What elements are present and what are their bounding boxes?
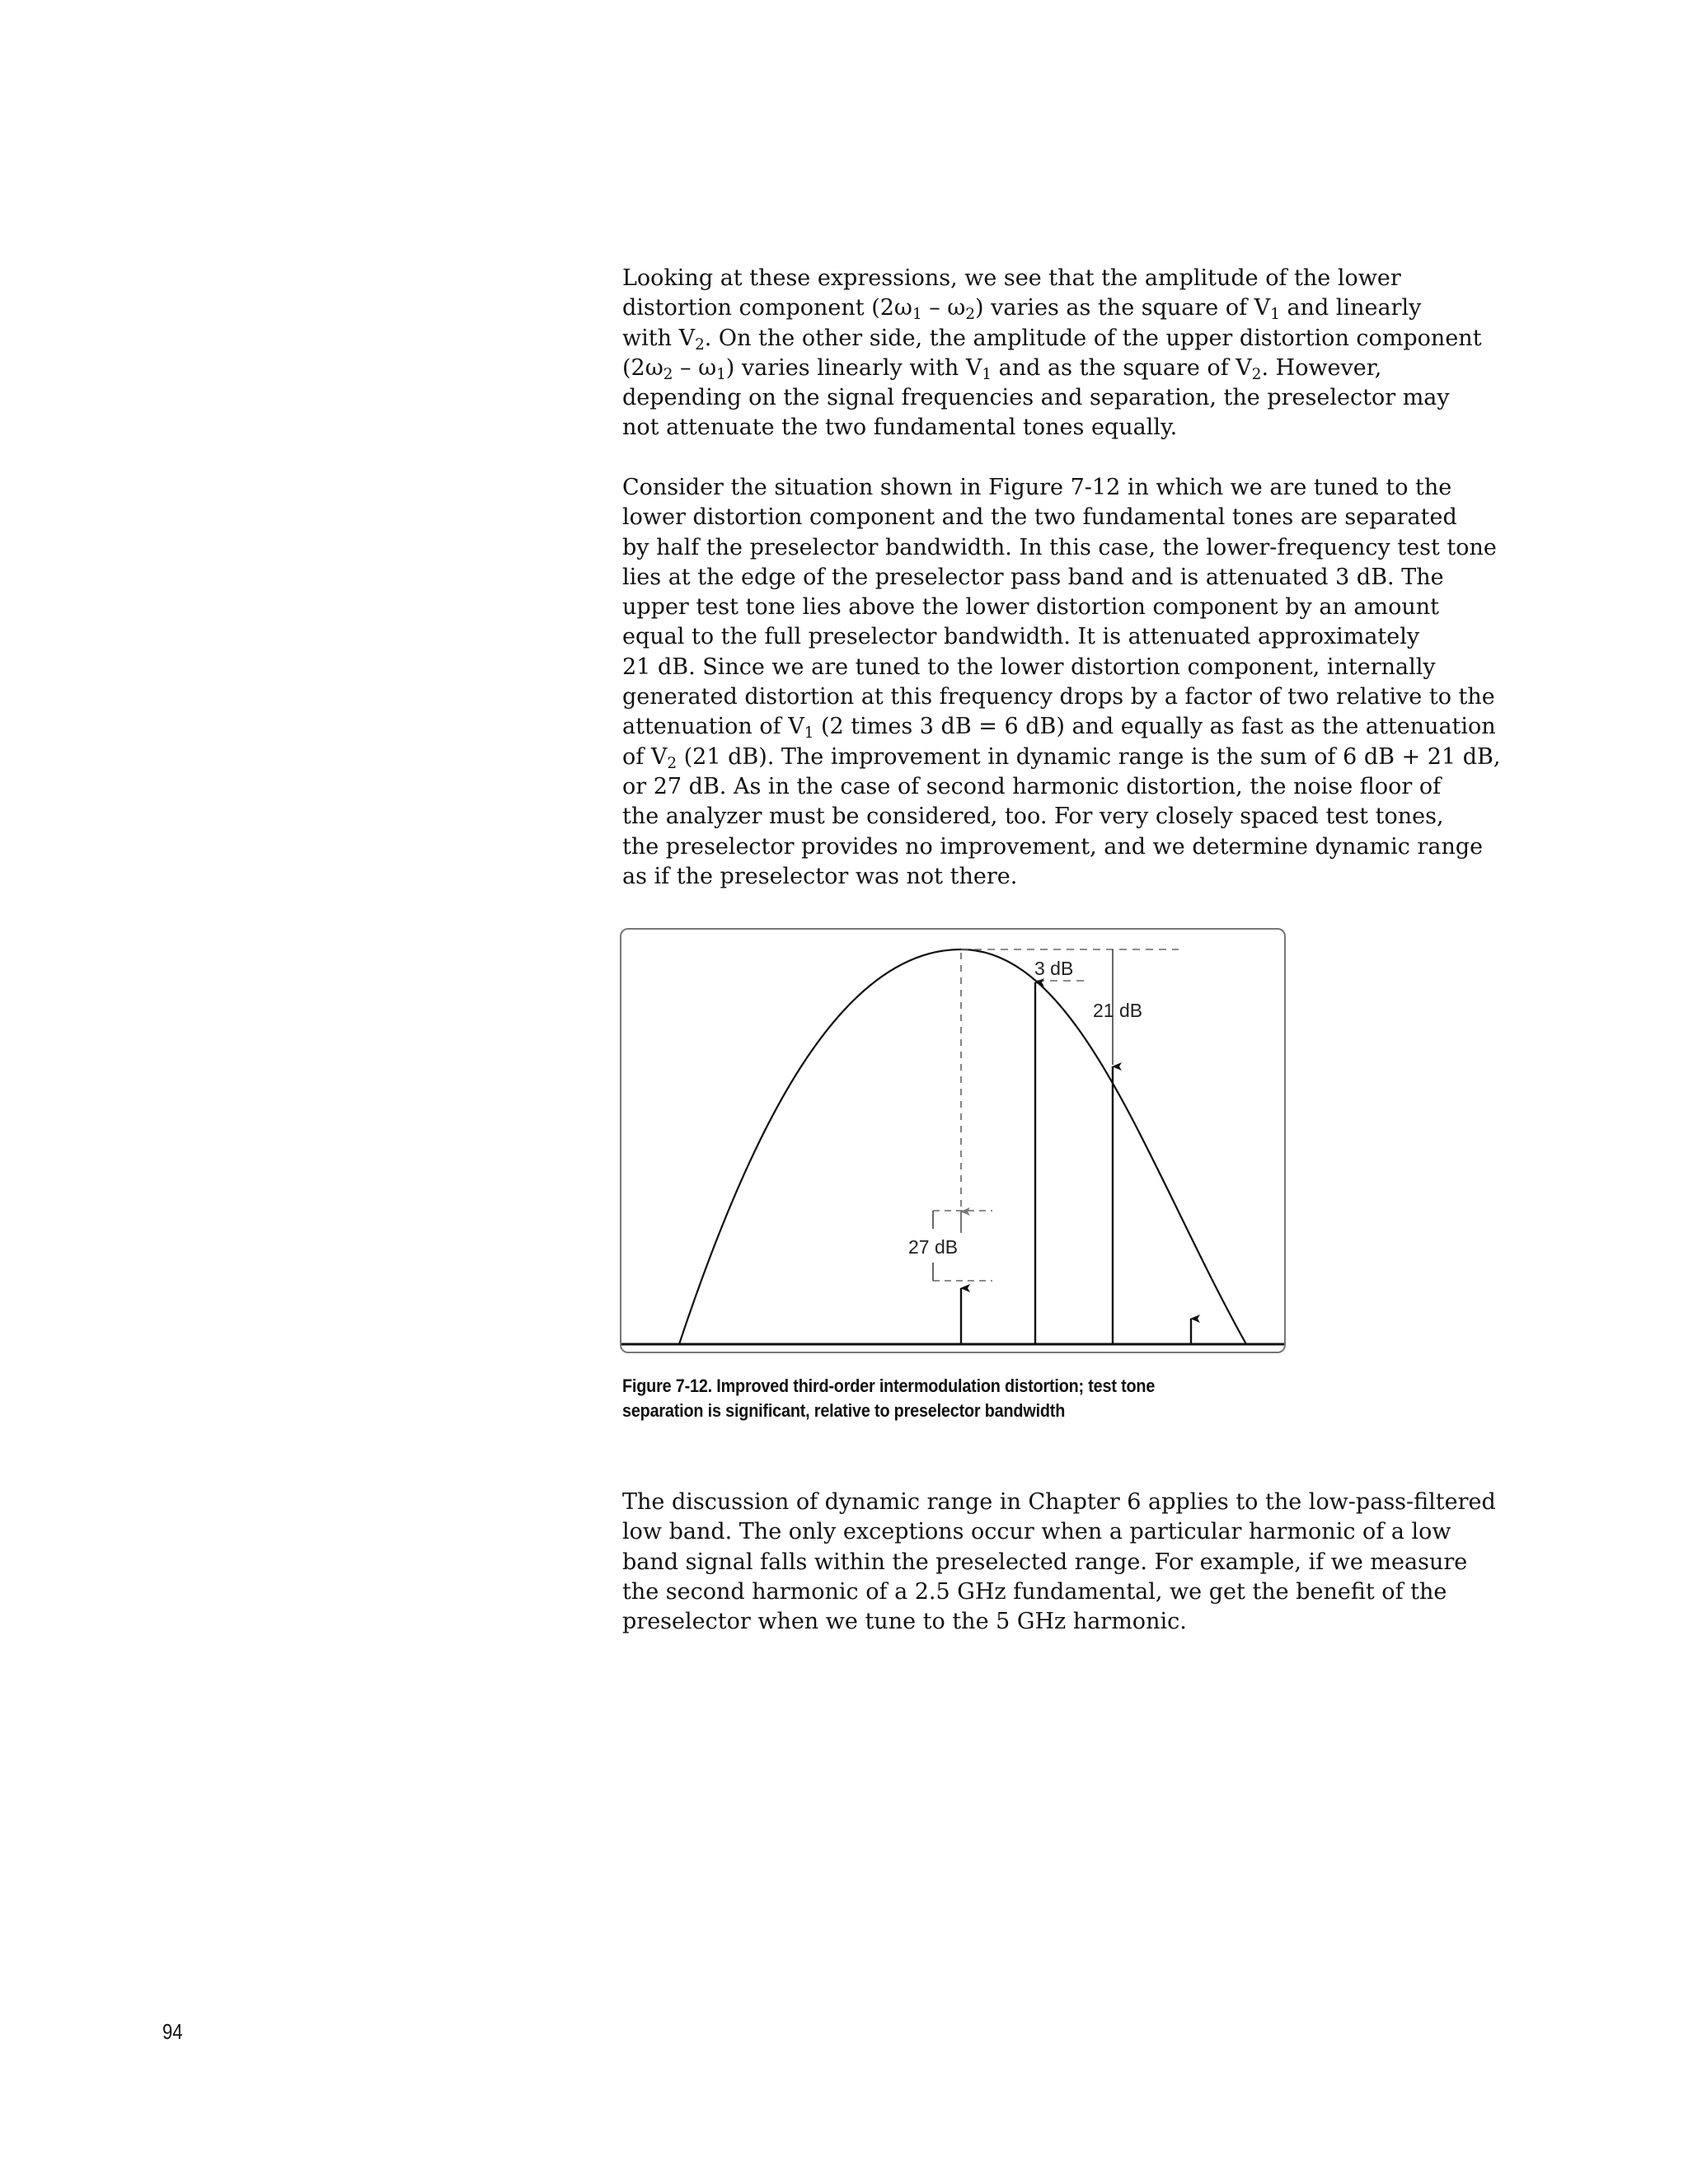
caption-line: separation is significant, relative to preselector bandwidth bbox=[622, 1400, 1066, 1421]
paragraph-1-line: not attenuate the two fundamental tones equally. bbox=[622, 415, 1178, 441]
paragraph-2-line: generated distortion at this frequency drops by a factor of two relative to the bbox=[622, 684, 1495, 710]
paragraph-2-line: lies at the edge of the preselector pass band and is attenuated 3 dB. The bbox=[622, 564, 1444, 590]
paragraph-3-line: low band. The only exceptions occur when a particular harmonic of a low bbox=[622, 1519, 1451, 1545]
caption-line: Figure 7-12. Improved third-order intermodulation distortion; test tone bbox=[622, 1376, 1156, 1396]
paragraph-3-line: The discussion of dynamic range in Chapter 6 applies to the low-pass-filtered bbox=[622, 1489, 1496, 1515]
label-21db: 21 dB bbox=[1093, 1000, 1143, 1021]
label-27db: 27 dB bbox=[908, 1236, 959, 1258]
paragraph-2-line: by half the preselector bandwidth. In this case, the lower-frequency test tone bbox=[622, 534, 1497, 560]
page-number: 94 bbox=[162, 2019, 183, 2044]
paragraph-1-line: $(2\omega_2 - \omega_1)$ varies linearly with $V_1$ and as the square of $V_2$. However, bbox=[622, 354, 1382, 384]
preselector-figure bbox=[620, 928, 1286, 1353]
paragraph-1 bbox=[622, 264, 1496, 443]
paragraph-2-line: equal to the full preselector bandwidth. It is attenuated approximately bbox=[622, 624, 1420, 650]
paragraph-2-line: lower distortion component and the two fundamental tones are separated bbox=[622, 504, 1457, 531]
paragraph-2-line: 21 dB. Since we are tuned to the lower distortion component, internally bbox=[622, 654, 1436, 680]
paragraph-2-line: attenuation of $V_1$ (2 times 3 dB = 6 dB) and equally as fast as the attenuation bbox=[622, 714, 1496, 743]
paragraph-3-line: band signal falls within the preselected range. For example, if we measure bbox=[622, 1549, 1468, 1575]
paragraph-1-line: distortion component $(2\omega_1 - \omega_2)$ varies as the square of $V_1$ and linearly bbox=[622, 295, 1422, 324]
paragraph-2-line: as if the preselector was not there. bbox=[622, 863, 1018, 889]
paragraph-2-line: or 27 dB. As in the case of second harmonic distortion, the noise floor of bbox=[622, 773, 1442, 799]
paragraph-2-line: Consider the situation shown in Figure 7-12 in which we are tuned to the bbox=[622, 475, 1452, 500]
paragraph-3 bbox=[622, 1488, 1496, 1637]
paragraph-3-line: preselector when we tune to the 5 GHz harmonic. bbox=[622, 1609, 1187, 1635]
preselector-curve bbox=[679, 949, 1246, 1344]
figure-caption bbox=[622, 1374, 1290, 1423]
label-3db: 3 dB bbox=[1034, 958, 1074, 979]
paragraph-1-line: Looking at these expressions, we see that the amplitude of the lower bbox=[622, 265, 1401, 291]
paragraph-3-line: the second harmonic of a 2.5 GHz fundamental, we get the benefit of the bbox=[622, 1578, 1447, 1605]
paragraph-2-line: the analyzer must be considered, too. For very closely spaced test tones, bbox=[622, 804, 1444, 830]
paragraph-2-line: upper test tone lies above the lower distortion component by an amount bbox=[622, 594, 1439, 621]
paragraph-1-line: with $V_2$. On the other side, the amplitude of the upper distortion component bbox=[622, 325, 1482, 354]
paragraph-1-line: depending on the signal frequencies and separation, the preselector may bbox=[622, 385, 1450, 411]
paragraph-2-line: the preselector provides no improvement, and we determine dynamic range bbox=[622, 833, 1484, 860]
paragraph-2 bbox=[622, 473, 1501, 892]
paragraph-2-line: of $V_2$ (21 dB). The improvement in dynamic range is the sum of 6 dB + 21 dB, bbox=[622, 743, 1501, 772]
